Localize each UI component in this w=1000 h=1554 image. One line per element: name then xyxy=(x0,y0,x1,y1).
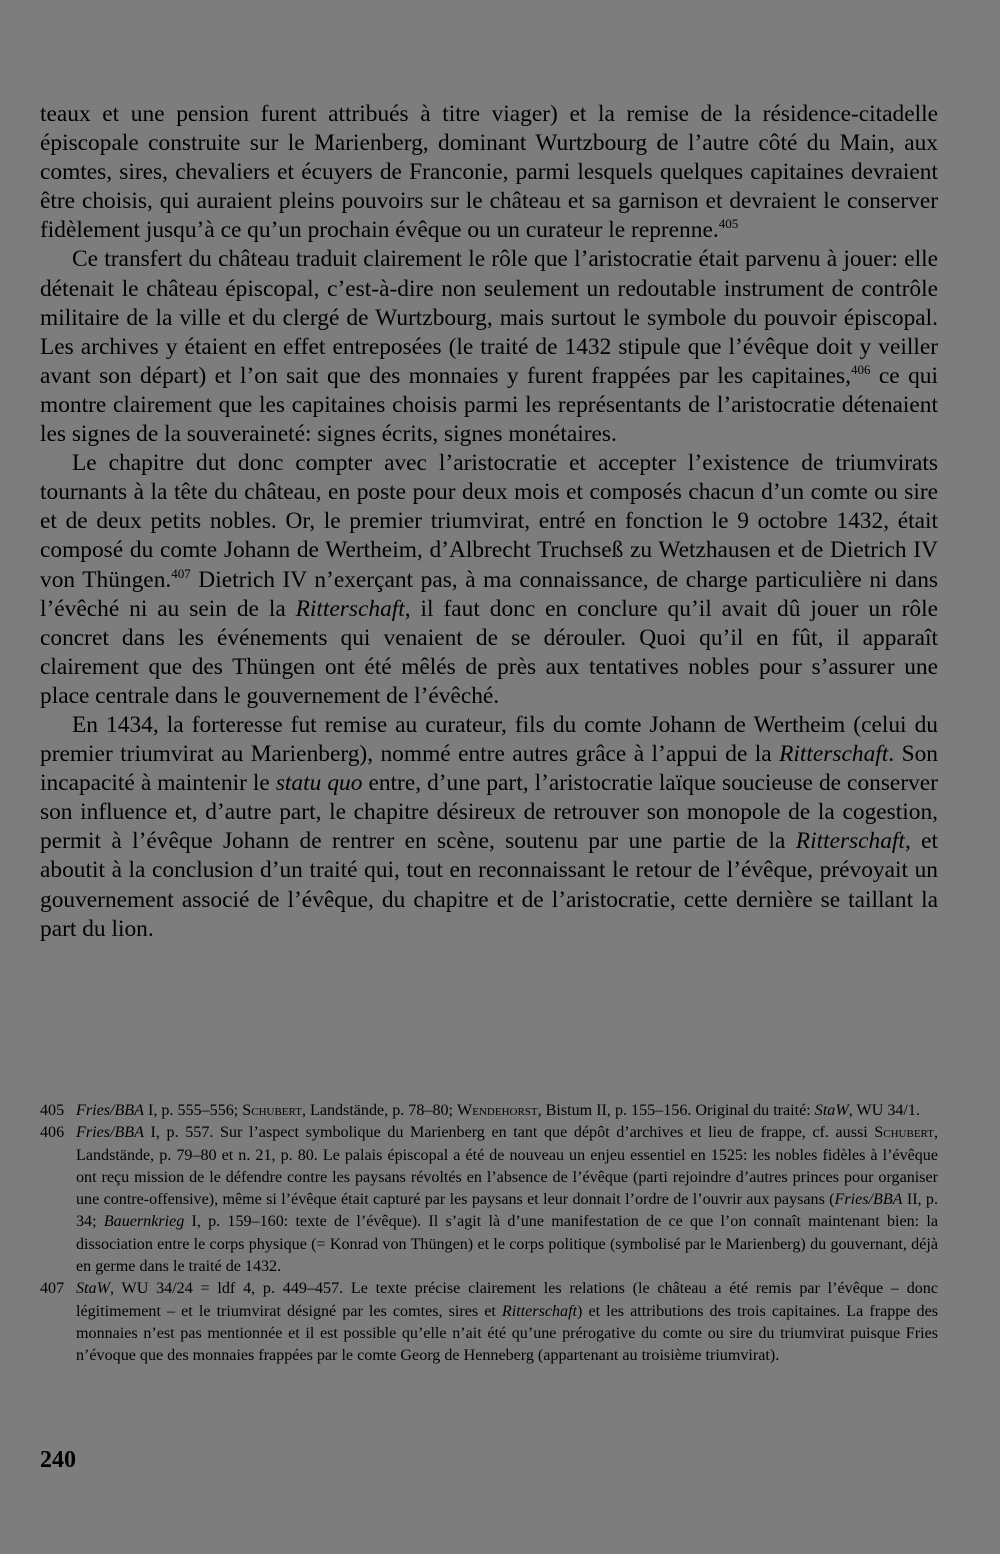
footnote-number: 405 xyxy=(40,1102,65,1119)
footnote-406: 406 Fries/BBA I, p. 557. Sur l’aspect symbolique du Marienberg en tant que dépôt d’archives et lieu de frappe, cf. aussi Schubert, Landstände, p. 79–80 et n. 21, p. 80. Le palais épiscopal a été de nouveau un enjeu essentiel en 1525: les nobles fidèles à l’évêque ont reçu mission de le défendre contre les paysans révoltés en l’absence de l’évêque (parti rejoindre d’autres princes pour organiser une contre-offensive), même si l’évêque était capturé par les paysans et leur donnait l’ordre de l’ouvrir aux paysans (Fries/BBA II, p. 34; Bauernkrieg I, p. 159–160: texte de l’évêque). Il s’agit là d’une manifestation de ce que l’on connaît maintenant bien: la dissociation entre le corps physique (= Konrad von Thüngen) et le corps politique (symbolisé par le Marienberg) du gouvernant, déjà en germe dans le traité de 1432. xyxy=(40,1124,938,1276)
page-number: 240 xyxy=(40,1447,76,1473)
footnotes xyxy=(40,1100,938,1368)
footnote-407: 407 StaW, WU 34/24 = ldf 4, p. 449–457. Le texte précise clairement les relations (le château a été remis par l’évêque – donc légitimement – et le triumvirat désigné par les comtes, sires et Ritterschaft) et les attributions des trois capitaines. La frappe des monnaies n’est pas mentionnée et il est possible qu’elle n’ait été qu’une prérogative du comte ou sire du triumvirat puisque Fries n’évoque que des monnaies frappées par le comte Georg de Henneberg (appartenant au troisième triumvirat). xyxy=(40,1280,938,1365)
footnote-ref-407[interactable]: 407 xyxy=(171,565,191,581)
footnote-ref-406[interactable]: 406 xyxy=(850,361,871,377)
paragraph-1: teaux et une pension furent attribués à titre viager) et la remise de la résidence-citadelle épiscopale construite sur le Marienberg, dominant Wurtzbourg de l’autre côté du Main, aux comtes, sires, chevaliers et écuyers de Franconie, parmi lesquels quelques capitaines devraient être choisis, qui auraient pleins pouvoirs sur le château et sa garnison et devraient le conserver fidèlement jusqu’à ce qu’un prochain évêque ou un curateur le reprenne.$^{405}$ xyxy=(40,101,938,244)
paragraph-2: Ce transfert du château traduit clairement le rôle que l’aristocratie était parvenu à jouer: elle détenait le château épiscopal, c’est-à-dire non seulement un redoutable instrument de contrôle militaire de la ville et du clergé de Wurtzbourg, mais surtout le symbole du pouvoir épiscopal. Les archives y étaient en effet entreposées (le traité de 1432 stipule que l’évêque doit y veiller avant son départ) et l’on sait que des monnaies y furent frappées par les capitaines,$^{406}$ ce qui montre clairement que les capitaines choisis parmi les représentants de l’aristocratie détenaient les signes de la souveraineté: signes écrits, signes monétaires. xyxy=(40,246,938,448)
paragraph-3: Le chapitre dut donc compter avec l’aristocratie et accepter l’existence de triumvirats tournants à la tête du château, en poste pour deux mois et composés chacun d’un comte ou sire et de deux petits nobles. Or, le premier triumvirat, entré en fonction le 9 octobre 1432, était composé du comte Johann de Wertheim, d’Albrecht Truchseß zu Wetzhausen et de Dietrich IV von Thüngen.$^{407}$ Dietrich IV n’exerçant pas, à ma connaissance, de charge particulière ni dans l’évêché ni au sein de la Ritterschaft, il faut donc en conclure qu’il avait dû jouer un rôle concret dans les événements qui venaient de se dérouler. Quoi qu’il en fût, il apparaît clairement que des Thüngen ont été mêlés de près aux tentatives nobles pour s’assurer une place centrale dans le gouvernement de l’évêché. xyxy=(40,450,938,709)
footnote-number: 406 xyxy=(40,1124,65,1142)
footnote-ref-405[interactable]: 405 xyxy=(718,216,739,232)
footnote-number: 407 xyxy=(40,1280,65,1298)
paragraph-4: En 1434, la forteresse fut remise au curateur, fils du comte Johann de Wertheim (celui du premier triumvirat au Marienberg), nommé entre autres grâce à l’appui de la Ritterschaft. Son incapacité à maintenir le statu quo entre, d’une part, l’aristocratie laïque soucieuse de conserver son influence et, d’autre part, le chapitre désireux de retrouver son monopole de la cogestion, permit à l’évêque Johann de rentrer en scène, soutenu par une partie de la Ritterschaft, et aboutit à la conclusion d’un traité qui, tout en reconnaissant le retour de l’évêque, prévoyait un gouvernement associé de l’évêque, du chapitre et de l’aristocratie, cette dernière se taillant la part du lion. xyxy=(40,711,938,942)
footnote-405: 405 Fries/BBA I, p. 555–556; Schubert, Landstände, p. 78–80; Wendehorst, Bistum II, p. 155–156. Original du traité: StaW, WU 34/1. xyxy=(40,1100,938,1122)
main-text xyxy=(40,100,938,944)
